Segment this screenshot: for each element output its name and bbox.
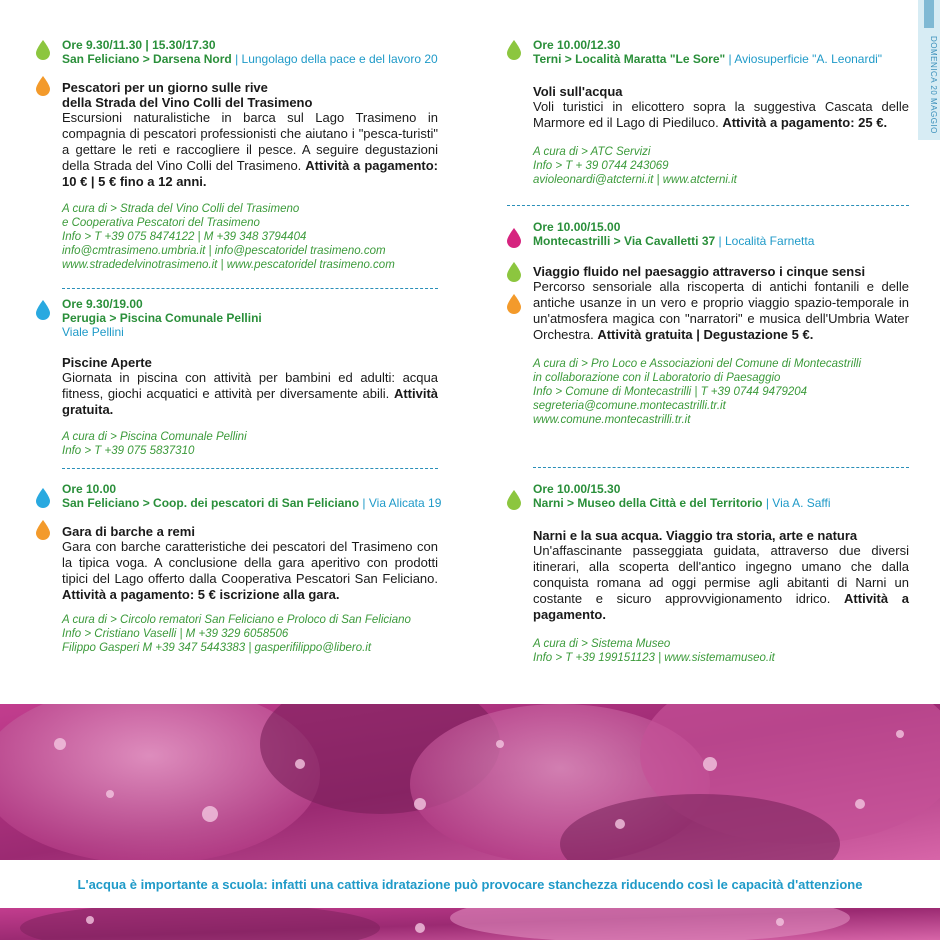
event-voli: [533, 38, 909, 187]
event-title: Viaggio fluido nel paesaggio attraverso i cinque sensi: [533, 264, 866, 279]
banner: [0, 860, 940, 908]
sidebar-strip: [924, 0, 934, 28]
orange-drop-icon: [507, 294, 521, 314]
orange-drop-icon: [36, 520, 50, 540]
event-place: San Feliciano > Darsena Nord | Lungolago della pace e del lavoro 20: [62, 52, 438, 66]
separator: [507, 205, 909, 206]
event-time: Ore 10.00/15.00: [533, 220, 621, 234]
event-place: Perugia > Piscina Comunale Pellini: [62, 311, 262, 325]
event-time: Ore 9.30/19.00: [62, 297, 143, 311]
event-description: Giornata in piscina con attività per bambini ed adulti: acqua fitness, giochi acquatici e attività per diversamente abili. Attività gratuita.: [62, 370, 438, 417]
event-info: A cura di > Pro Loco e Associazioni del Comune di Montecastrilli in collaborazione con il Laboratorio di Paesaggio Info > Comune di Montecastrilli | T +39 0744 9479204 segreteria@comune.montecastrilli.tr.it www.comune.montecastrilli.tr.it: [533, 358, 862, 426]
event-title: Voli sull'acqua: [533, 84, 623, 99]
event-description: Percorso sensoriale alla riscoperta di antichi fontanili e delle antiche usanze in un vero e proprio viaggio spazio-temporale in un'atmosfera magica con "narratori" e musica dell'Umbria Water Orchestra. Attività gratuita | Degustazione 5 €.: [533, 279, 909, 342]
event-time: Ore 9.30/11.30 | 15.30/17.30: [62, 38, 216, 52]
green-drop-icon: [507, 40, 521, 60]
event-title: Pescatori per un giorno sulle rive: [62, 80, 268, 95]
event-info: A cura di > ATC Servizi Info > T + 39 0744 243069 avioleonardi@atcterni.it | www.atcterni.it: [533, 146, 737, 186]
green-drop-icon: [507, 490, 521, 510]
blue-drop-icon: [36, 300, 50, 320]
event-title: Gara di barche a remi: [62, 524, 195, 539]
magenta-drop-icon: [507, 228, 521, 248]
sidebar-date: DOMENICA 20 MAGGIO: [929, 36, 938, 134]
event-place: Narni > Museo della Città e del Territorio | Via A. Saffi: [533, 496, 831, 510]
event-viaggio-fluido: [533, 220, 909, 427]
event-time: Ore 10.00/15.30: [533, 482, 621, 496]
green-drop-icon: [507, 262, 521, 282]
event-place: San Feliciano > Coop. dei pescatori di San Feliciano | Via Alicata 19: [62, 496, 442, 510]
event-info: A cura di > Piscina Comunale Pellini Info > T +39 075 5837310: [62, 431, 247, 457]
event-narni: [533, 482, 909, 665]
separator: [533, 467, 909, 468]
event-description: Un'affascinante passeggiata guidata, attraverso due diversi itinerari, alla scoperta dell'antico ingegno umano che dalla conquista romana ad oggi permise agli abitanti di Narni un costante e sicuro approvvigionamento idrico. Attività a pagamento.: [533, 543, 909, 622]
separator: [62, 468, 438, 469]
banner-text: L'acqua è importante a scuola: infatti una cattiva idratazione può provocare stanchezza riducendo così le capacità d'attenzione: [77, 876, 863, 892]
event-info: A cura di > Strada del Vino Colli del Trasimeno e Cooperativa Pescatori del Trasimeno Info > T +39 075 8474122 | M +39 348 3794404 info@cmtrasimeno.umbria.it | info@pescatoridel trasimeno.com www.stradedelvinotrasimeno.it | www.pescatoridel trasimeno.com: [62, 203, 395, 271]
event-piscine: [62, 297, 438, 458]
event-title: Narni e la sua acqua. Viaggio tra storia, arte e natura: [533, 528, 858, 543]
rose-petals-photo: [0, 704, 940, 860]
event-info: A cura di > Sistema Museo Info > T +39 199151123 | www.sistemamuseo.it: [533, 638, 775, 664]
event-place: Terni > Località Maratta "Le Sore" | Aviosuperficie "A. Leonardi": [533, 52, 883, 66]
orange-drop-icon: [36, 76, 50, 96]
event-description: Gara con barche caratteristiche dei pescatori del Trasimeno con la tipica voga. A conclusione della gara aperitivo con prodotti tipici del Lago offerto dalla Cooperativa Pescatori San Feliciano. Attività a pagamento: 5 € iscrizione alla gara.: [62, 539, 438, 602]
event-pescatori: [62, 38, 438, 272]
sidebar: [918, 0, 940, 140]
event-info: A cura di > Circolo rematori San Feliciano e Proloco di San Feliciano Info > Cristiano Vaselli | M +39 329 6058506 Filippo Gasperi M +39 347 5443383 | gasperifilippo@libero.it: [62, 614, 411, 654]
event-description: Escursioni naturalistiche in barca sul Lago Trasimeno in compagnia di pescatori professionisti che aiutano i "pesca-turisti" a gettare le reti e raccogliere il pesce. A seguire degustazioni della Strada del Vino Colli del Trasimeno. Attività a pagamento: 10 € | 5 € fino a 12 anni.: [62, 110, 438, 189]
event-time: Ore 10.00/12.30: [533, 38, 621, 52]
green-drop-icon: [36, 40, 50, 60]
event-place-2: Viale Pellini: [62, 325, 124, 339]
event-gara: [62, 482, 442, 655]
event-place: Montecastrilli > Via Cavalletti 37 | Località Farnetta: [533, 234, 815, 248]
event-description: Voli turistici in elicottero sopra la suggestiva Cascata delle Marmore ed il Lago di Piediluco. Attività a pagamento: 25 €.: [533, 99, 909, 130]
event-title: Piscine Aperte: [62, 355, 152, 370]
event-time: Ore 10.00: [62, 482, 117, 496]
separator: [62, 288, 438, 289]
event-title-2: della Strada del Vino Colli del Trasimeno: [62, 95, 313, 110]
blue-drop-icon: [36, 488, 50, 508]
rose-petals-photo-bottom: [0, 908, 940, 940]
